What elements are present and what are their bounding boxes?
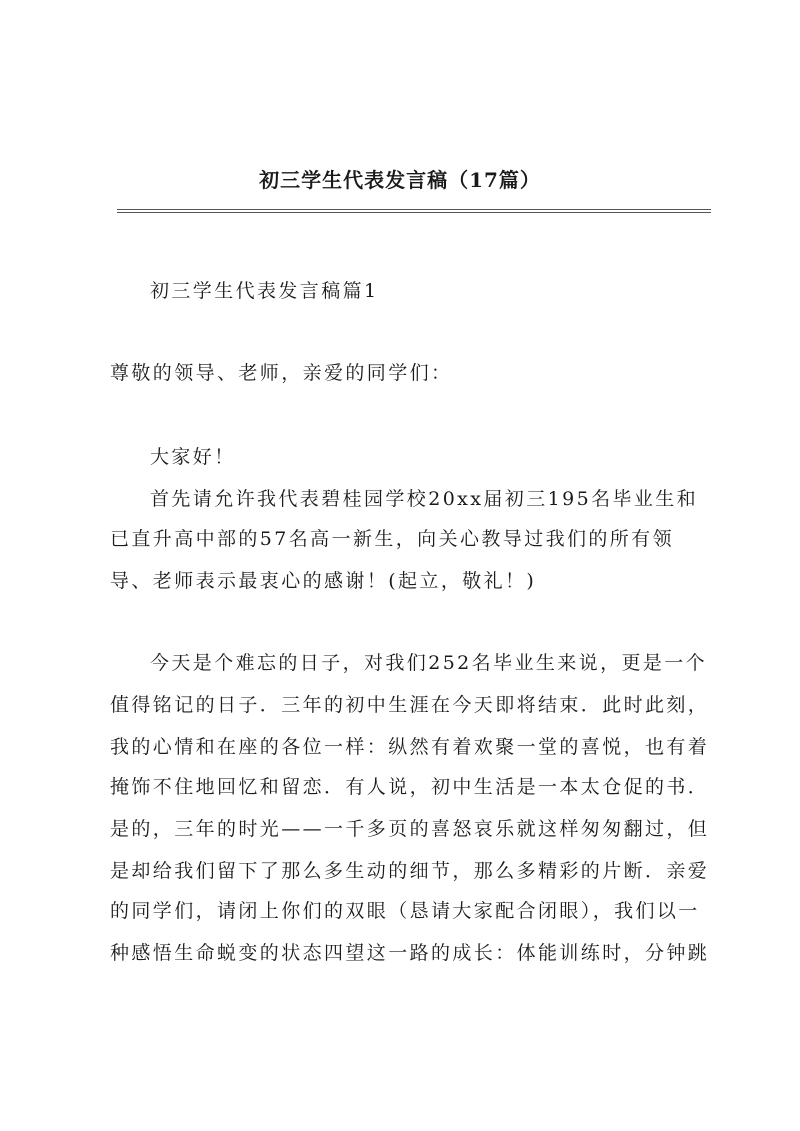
paragraph-line: 是的，三年的时光——一千多页的喜怒哀乐就这样匆匆翻过，但 <box>110 818 710 840</box>
paragraph-line: 种感悟生命蜕变的状态四望这一路的成长：体能训练时，分钟跳 <box>110 942 710 964</box>
paragraph-line: 值得铭记的日子．三年的初中生涯在今天即将结束．此时此刻， <box>110 694 710 716</box>
salutation: 尊敬的领导、老师，亲爱的同学们： <box>110 362 453 384</box>
greeting: 大家好！ <box>150 446 236 468</box>
paragraph-line: 首先请允许我代表碧桂园学校20xx届初三195名毕业生和 <box>150 488 699 510</box>
paragraph-line: 是却给我们留下了那么多生动的细节，那么多精彩的片断．亲爱 <box>110 860 710 882</box>
paragraph-line: 今天是个难忘的日子，对我们252名毕业生来说，更是一个 <box>150 652 708 674</box>
paragraph-line: 已直升高中部的57名高一新生，向关心教导过我们的所有领 <box>110 528 674 550</box>
paragraph-line: 我的心情和在座的各位一样：纵然有着欢聚一堂的喜悦，也有着 <box>110 736 710 758</box>
paragraph-line: 掩饰不住地回忆和留恋．有人说，初中生活是一本太仓促的书． <box>110 776 710 798</box>
section-heading: 初三学生代表发言稿篇1 <box>150 280 379 302</box>
document-title: 初三学生代表发言稿（17篇） <box>259 168 541 192</box>
paragraph-line: 的同学们，请闭上你们的双眼（恳请大家配合闭眼），我们以一 <box>110 900 700 922</box>
title-divider <box>117 209 711 213</box>
paragraph-line: 导、老师表示最衷心的感谢！(起立，敬礼！) <box>110 570 537 592</box>
